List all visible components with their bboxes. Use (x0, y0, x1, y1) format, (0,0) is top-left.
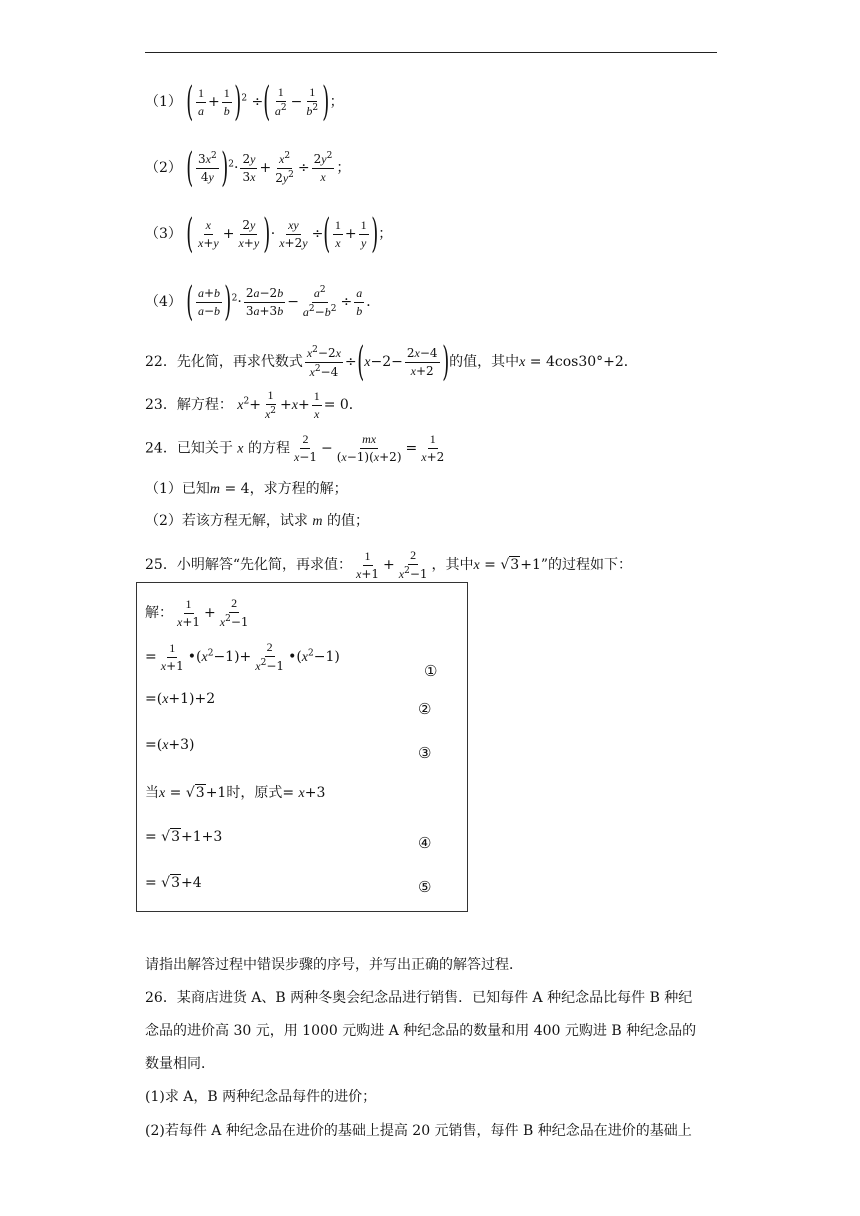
question-24-part-2: （2）若该方程无解，试求 m 的值； (145, 513, 369, 529)
solution-line-5: = √3+1+3 (145, 829, 223, 845)
problem-2: （2） ( $\frac{3x^2}{4y}$ )$^2$· $\frac{2y}{3x}$ + $\frac{x^2}{2y^2}$ ÷ $\frac{2y^2}{x}$ ； (145, 145, 351, 191)
step-marker-2: ② (418, 700, 432, 718)
question-26-part-2: (2)若每件 A 种纪念品在进价的基础上提高 20 元销售，每件 B 种纪念品在进价的基础上 (145, 1123, 692, 1139)
solution-line-6: = √3+4 (145, 875, 202, 891)
question-22: 22．先化简，再求代数式 $\frac{x^2-2x}{x^2-4}$ ÷(x−2− $\frac{2x-4}{x+2}$ )的值，其中x = 4cos30°+2． (145, 339, 638, 385)
question-25-ask: 请指出解答过程中错误步骤的序号，并写出正确的解答过程． (145, 957, 523, 973)
step-marker-3: ③ (418, 744, 432, 762)
step-marker-4: ④ (418, 834, 432, 852)
solution-line-0: 解： $\frac{1}{x+1}$ + $\frac{2}{x^2-1}$ (145, 596, 249, 629)
label: （1） (145, 94, 182, 110)
question-24: 24．已知关于 x 的方程 $\frac{2}{x-1}$ − $\frac{mx}{(x-1)(x+2)}$ = $\frac{1}{x+2}$ (145, 432, 445, 464)
step-marker-5: ⑤ (418, 878, 432, 896)
question-26-part-1: (1)求 A，B 两种纪念品每件的进价； (145, 1089, 377, 1105)
problem-1: （1） ( $\frac{1}{a}$ + $\frac{1}{b}$ )$^2$ ÷( $\frac{1}{a^2}$ − $\frac{1}{b^2}$ )； (145, 79, 344, 125)
question-26-line-2: 念品的进价高 30 元，用 1000 元购进 A 种纪念品的数量和用 400 元购进 B 种纪念品的 (145, 1023, 697, 1039)
problem-4: （4） ( $\frac{a+b}{a-b}$ )$^2$· $\frac{2a-2b}{3a+3b}$ − $\frac{a^2}{a^2-b^2}$ ÷ $\frac{a}{b}$ ． (145, 279, 381, 325)
question-26-line-1: 26．某商店进货 A、B 两种冬奥会纪念品进行销售．已知每件 A 种纪念品比每件 B 种纪 (145, 990, 693, 1006)
solution-line-4: 当x = √3+1时，原式= x+3 (145, 785, 326, 801)
label: （4） (145, 294, 182, 310)
question-25: 25．小明解答“先化简，再求值： $\frac{1}{x+1}$ + $\frac{2}{x^2-1}$ ，其中x = √3+1”的过程如下： (145, 548, 633, 581)
question-23: 23．解方程： $x^2+$ $\frac{1}{x^2}$ +x+ $\frac{1}{x}$ = 0． (145, 388, 363, 421)
solution-line-3: =(x+3) (145, 737, 195, 753)
label: （3） (145, 226, 182, 242)
problem-3: （3） ( $\frac{x}{x+y}$ + $\frac{2y}{x+y}$ )· $\frac{xy}{x+2y}$ ÷( $\frac{1}{x}$ + $\frac{1}{y}$ )； (145, 211, 393, 257)
solution-line-1: = $\frac{1}{x+1}$ $•(x^2-1)+$ $\frac{2}{x^2-1}$ $•(x^2-1)$ (145, 640, 340, 673)
question-24-part-1: （1）已知m = 4，求方程的解； (145, 481, 348, 497)
solution-line-2: =(x+1)+2 (145, 691, 216, 707)
label: （2） (145, 160, 182, 176)
question-26-line-3: 数量相同． (145, 1056, 215, 1072)
step-marker-1: ① (424, 662, 438, 680)
header-rule (145, 52, 717, 53)
